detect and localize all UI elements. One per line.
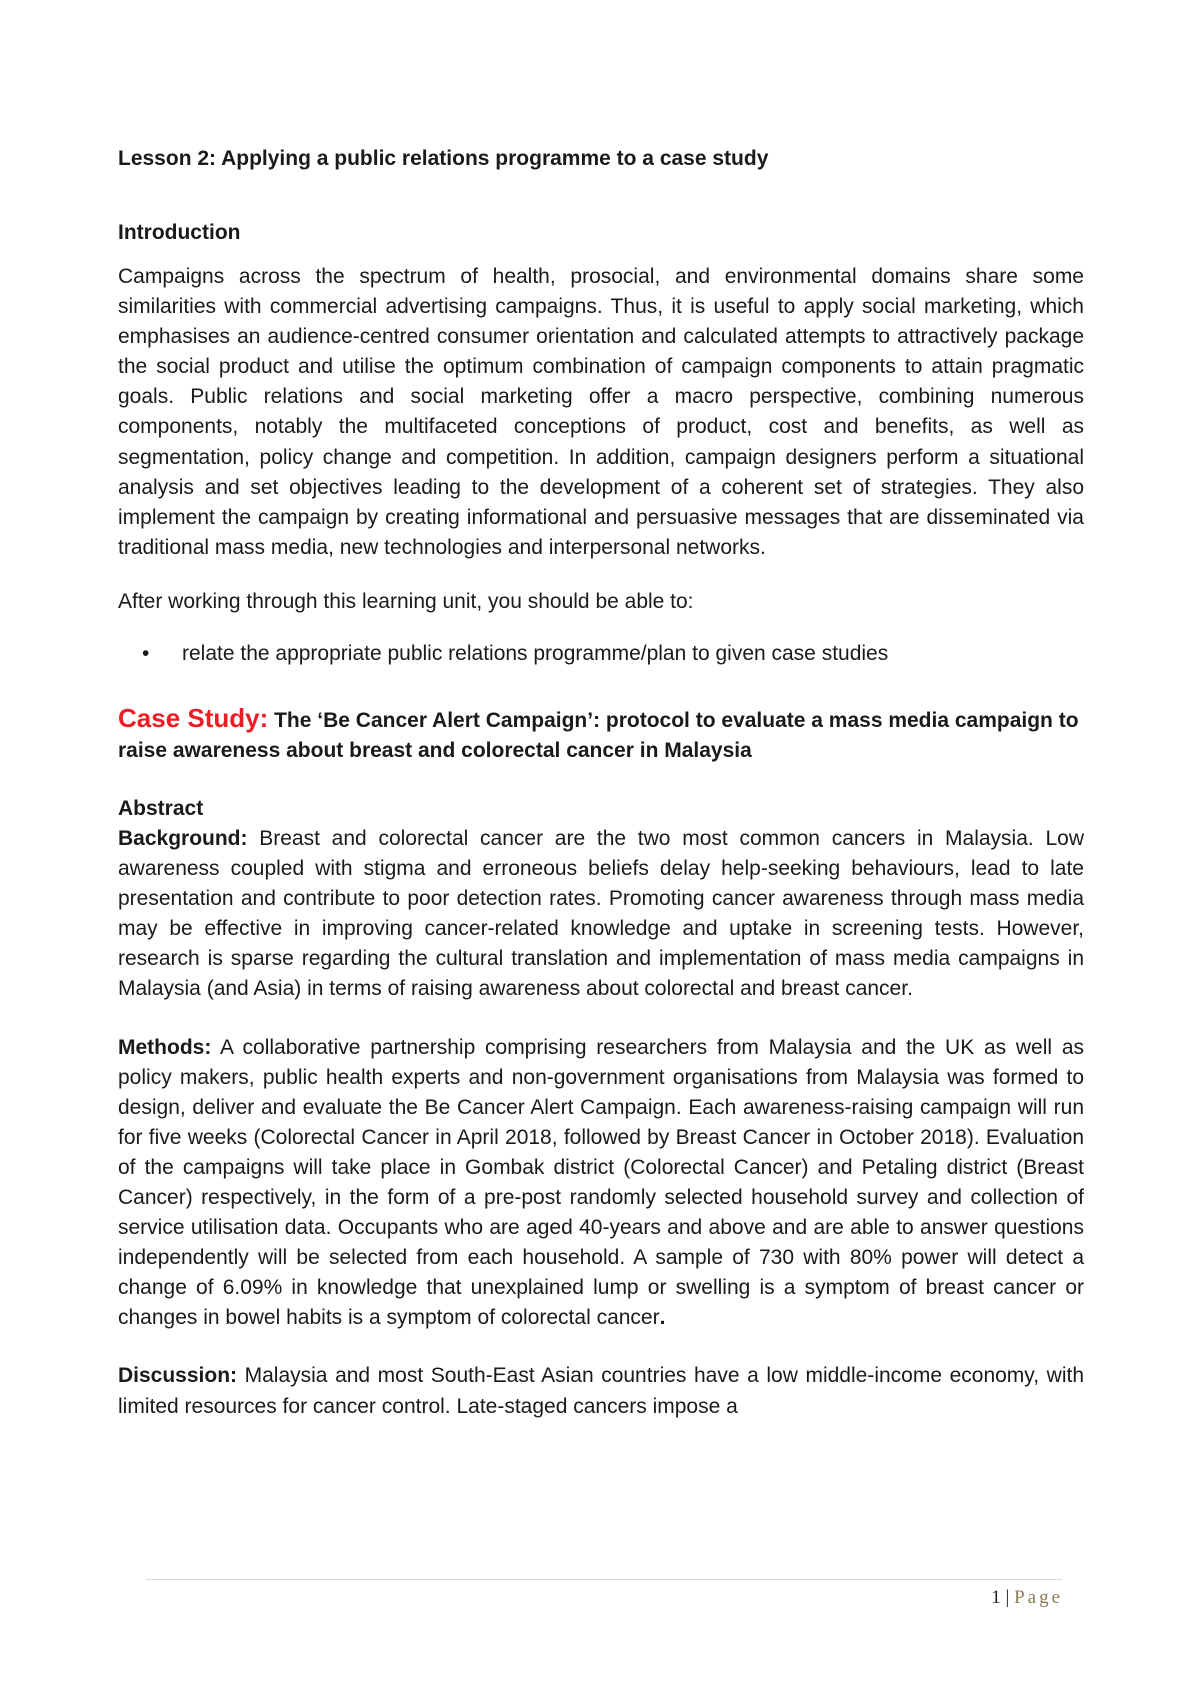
case-study-title [118,703,1084,766]
bullet-icon: • [142,641,150,665]
page-content [118,144,1084,1422]
introduction-heading: Introduction [118,221,241,244]
page-footer [991,1585,1063,1611]
abstract-methods [118,1033,1084,1334]
page-label: Page [1014,1587,1063,1608]
footer-divider [146,1579,1062,1580]
abstract-heading: Abstract [118,796,204,820]
discussion-text: Malaysia and most South-East Asian countries have a low middle-income economy, with limited resources for cancer control. Late-staged cancers impose a [118,1364,1085,1418]
learning-outcomes-list [118,639,1084,669]
methods-text: A collaborative partnership comprising researchers from Malaysia and the UK as well as policy makers, public health experts and non-government organisations from Malaysia was formed to design, deliver and evaluate the Be Cancer Alert Campaign. Each awareness-raising campaign will run for five weeks (Colorectal Cancer in April 2018, followed by Breast Cancer in October 2018). Evaluation of the campaigns will take place in Gombak district (Colorectal Cancer) and Petaling district (Breast Cancer) respectively, in the form of a pre-post randomly selected household survey and collection of service utilisation data. Occupants who are aged 40-years and above and are able to answer questions independently will be selected from each household. A sample of 730 with 80% power will detect a change of 6.09% in knowledge that unexplained lump or swelling is a symptom of breast cancer or changes in bowel habits is a symptom of colorectal cancer [118,1035,1085,1330]
abstract-discussion [118,1361,1084,1421]
learning-outcome-text: relate the appropriate public relations programme/plan to given case studies [182,641,889,665]
background-text: Breast and colorectal cancer are the two most common cancers in Malaysia. Low awareness coupled with stigma and erroneous beliefs delay help-seeking behaviours, lead to late presentation and contribute to poor detection rates. Promoting cancer awareness through mass media may be effective in improving cancer-related knowledge and uptake in screening tests. However, research is sparse regarding the cultural translation and implementation of mass media campaigns in Malaysia (and Asia) in terms of raising awareness about colorectal and breast cancer. [118,826,1084,1001]
background-label: Background: [118,826,248,850]
case-study-title-text: The ‘Be Cancer Alert Campaign’: protocol to evaluate a mass media campaign to raise awareness about breast and colorectal cancer in Malaysia [118,708,1079,762]
lesson-title: Lesson 2: Applying a public relations programme to a case study [118,147,769,170]
learning-outcomes-intro: After working through this learning unit, you should be able to: [118,589,694,613]
methods-end-mark: . [659,1306,666,1330]
discussion-label: Discussion: [118,1364,238,1388]
footer-separator: | [1005,1587,1010,1608]
list-item [142,639,1084,669]
page-number: 1 [991,1587,1001,1608]
introduction-paragraph: Campaigns across the spectrum of health, prosocial, and environmental domains share some similarities with commercial advertising campaigns. Thus, it is useful to apply social marketing, which emphasises an audience-centred consumer orientation and calculated attempts to attractively package the social product and utilise the optimum combination of campaign components to attain pragmatic goals. Public relations and social marketing offer a macro perspective, combining numerous components, notably the multifaceted conceptions of product, cost and benefits, as well as segmentation, policy change and competition. In addition, campaign designers perform a situational analysis and set objectives leading to the development of a coherent set of strategies. They also implement the campaign by creating informational and persuasive messages that are disseminated via traditional mass media, new technologies and interpersonal networks. [118,265,1084,559]
methods-label: Methods: [118,1035,212,1059]
abstract-background [118,824,1084,1005]
case-study-label: Case Study: [118,702,269,733]
